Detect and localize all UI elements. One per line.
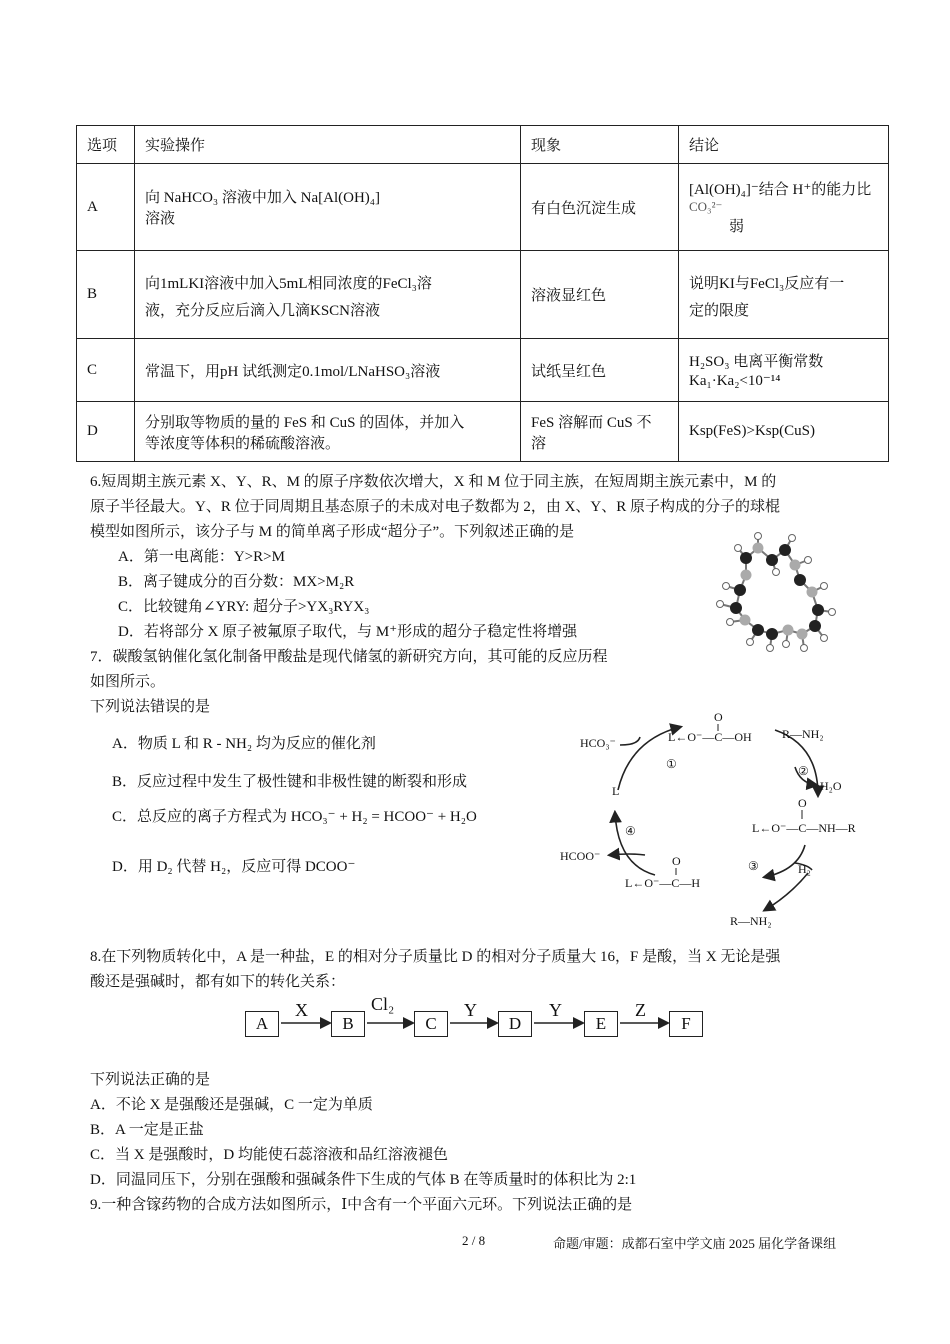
- table-header-row: [77, 126, 889, 164]
- q6-stem-line1: 6.短周期主族元素 X、Y、R、M 的原子序数依次增大，X 和 M 位于同主族，在短周期主族元素中，M 的: [90, 474, 777, 490]
- q6-stem-line2: 原子半径最大。Y、R 位于同周期且基态原子的未成对电子数都为 2，由 X、Y、R 原子构成的分子的球棍: [90, 499, 781, 515]
- q6-option-d: D．若将部分 X 原子被氟原子取代，与 M⁺形成的超分子稳定性将增强: [118, 624, 578, 640]
- chain-box-a: A: [245, 1011, 279, 1037]
- oxygen-3: O: [672, 854, 681, 868]
- q6-stem-line3: 模型如图所示，该分子与 M 的简单离子形成“超分子”。下列叙述正确的是: [90, 524, 575, 540]
- row-operation: 常温下，用pH 试纸测定0.1mol/LNaHSO₃溶液: [135, 339, 521, 402]
- header-conclusion: 结论: [679, 126, 889, 164]
- row-conclusion: H₂SO₃ 电离平衡常数 Ka₁·Ka₂<10⁻¹⁴: [679, 339, 889, 402]
- chain-box-d: D: [498, 1011, 532, 1037]
- row-phenomenon: FeS 溶解而 CuS 不 溶: [521, 402, 679, 462]
- q6-option-a: A．第一电离能：Y>R>M: [118, 549, 285, 565]
- q8-option-b: B．A 一定是正盐: [90, 1122, 204, 1138]
- header-option: 选项: [77, 126, 135, 164]
- step-4: ④: [625, 824, 636, 838]
- q8-option-c: C．当 X 是强酸时，D 均能使石蕊溶液和品红溶液褪色: [90, 1147, 448, 1163]
- experiment-table: [76, 125, 889, 462]
- table-row: [77, 339, 889, 402]
- row-phenomenon: 试纸呈红色: [521, 339, 679, 402]
- label-hco3: HCO₃⁻: [580, 736, 616, 750]
- footer-credit: 命题/审题：成都石室中学文庙 2025 届化学备课组: [553, 1236, 837, 1251]
- label-rnh2-top: R—NH₂: [782, 727, 824, 741]
- row-conclusion: [Al(OH)₄]⁻结合 H⁺的能力比 CO₃²⁻ 弱: [679, 164, 889, 251]
- q7-stem-line2: 如图所示。: [90, 674, 166, 690]
- q8-stem-line2: 酸还是强碱时，都有如下的转化关系：: [90, 974, 346, 990]
- catalytic-cycle-diagram: [560, 705, 890, 935]
- header-operation: 实验操作: [135, 126, 521, 164]
- q6-option-c: C．比较键角∠YRY: 超分子>YX₃RYX₃: [118, 599, 370, 615]
- chain-box-f: F: [669, 1011, 703, 1037]
- row-operation: 向 NaHCO₃ 溶液中加入 Na[Al(OH)₄] 溶液: [135, 164, 521, 251]
- row-option: A: [77, 164, 135, 251]
- step-1: ①: [666, 757, 677, 771]
- q7-stem-line1: 7．碳酸氢钠催化氢化制备甲酸盐是现代储氢的新研究方向，其可能的反应历程: [90, 649, 608, 665]
- q7-option-d: D．用 D₂ 代替 H₂，反应可得 DCOO⁻: [112, 859, 356, 875]
- chain-box-e: E: [584, 1011, 618, 1037]
- q8-prompt: 下列说法正确的是: [90, 1072, 211, 1088]
- transformation-arrows: [245, 990, 705, 1040]
- row-phenomenon: 溶液显红色: [521, 251, 679, 339]
- chain-box-c: C: [414, 1011, 448, 1037]
- q8-stem-line1: 8.在下列物质转化中，A 是一种盐，E 的相对分子质量比 D 的相对分子质量大 16，F 是酸，当 X 无论是强: [90, 949, 781, 965]
- label-hcoo: HCOO⁻: [560, 849, 601, 863]
- table-row: [77, 402, 889, 462]
- q8-option-d: D．同温同压下，分别在强酸和强碱条件下生成的气体 B 在等质量时的体积比为 2:1: [90, 1172, 637, 1188]
- step-3: ③: [748, 859, 759, 873]
- label-h2o: H₂O: [820, 779, 842, 793]
- arrow-label-cl2: Cl₂: [371, 994, 395, 1014]
- q7-stem-line3: 下列说法错误的是: [90, 699, 211, 715]
- arrow-label-y1: Y: [464, 1000, 477, 1020]
- header-phenomenon: 现象: [521, 126, 679, 164]
- table-row: [77, 251, 889, 339]
- row-conclusion: 说明KI与FeCl₃反应有一 定的限度: [679, 251, 889, 339]
- row-operation: 分别取等物质的量的 FeS 和 CuS 的固体，并加入 等浓度等体积的稀硫酸溶液。: [135, 402, 521, 462]
- row-option: B: [77, 251, 135, 339]
- q7-option-c: C．总反应的离子方程式为 HCO₃⁻ + H₂ = HCOO⁻ + H₂O: [112, 809, 477, 825]
- step-2: ②: [798, 764, 809, 778]
- oxygen-1: O: [714, 710, 723, 724]
- arrow-label-y2: Y: [549, 1000, 562, 1020]
- q7-option-b: B．反应过程中发生了极性键和非极性键的断裂和形成: [112, 774, 468, 790]
- label-rnh2-bottom: R—NH₂: [730, 914, 772, 928]
- arrow-label-x: X: [295, 1000, 308, 1020]
- intermediate-3: L←O⁻—C—H: [625, 876, 700, 890]
- row-option: D: [77, 402, 135, 462]
- label-h2: H₂: [798, 862, 811, 876]
- q9-stem-line1: 9.一种含镓药物的合成方法如图所示，Ⅰ中含有一个平面六元环。下列说法正确的是: [90, 1197, 633, 1213]
- label-L: L: [612, 784, 620, 798]
- oxygen-2: O: [798, 796, 807, 810]
- intermediate-1: L←O⁻—C—OH: [668, 730, 752, 744]
- row-conclusion: Ksp(FeS)>Ksp(CuS): [679, 402, 889, 462]
- row-phenomenon: 有白色沉淀生成: [521, 164, 679, 251]
- table-row: [77, 164, 889, 251]
- q7-option-a: A．物质 L 和 R - NH₂ 均为反应的催化剂: [112, 736, 376, 752]
- arrow-label-z: Z: [635, 1000, 646, 1020]
- row-operation: 向1mLKI溶液中加入5mL相同浓度的FeCl₃溶 液，充分反应后滴入几滴KSCN溶液: [135, 251, 521, 339]
- chain-box-b: B: [331, 1011, 365, 1037]
- ball-and-stick-model: [700, 530, 850, 670]
- page-number: 2 / 8: [462, 1233, 486, 1248]
- q8-option-a: A．不论 X 是强酸还是强碱，C 一定为单质: [90, 1097, 373, 1113]
- intermediate-2: L←O⁻—C—NH—R: [752, 821, 856, 835]
- q6-option-b: B．离子键成分的百分数：MX>M₂R: [118, 574, 355, 590]
- row-option: C: [77, 339, 135, 402]
